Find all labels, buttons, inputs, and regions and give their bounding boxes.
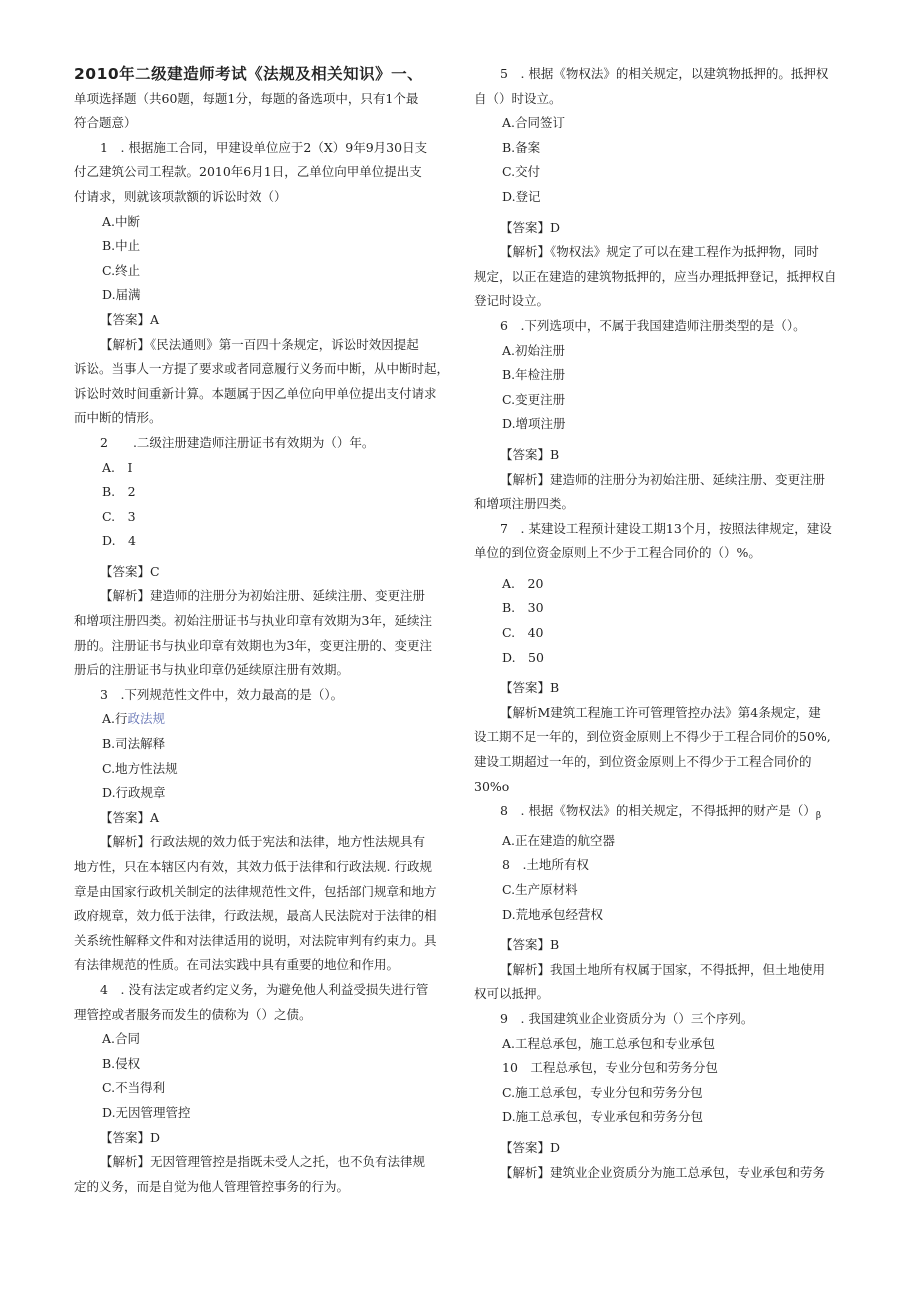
text-line: 【解析】《物权法》规定了可以在建工程作为抵押物，同时 xyxy=(500,244,819,260)
right-column xyxy=(474,62,850,1185)
text-line: 符合题意） xyxy=(74,115,137,131)
text-line: 30%o xyxy=(474,778,510,794)
text-line: A.合同 xyxy=(102,1031,141,1047)
text-line: 定的义务，而是自觉为他人管理管控事务的行为。 xyxy=(74,1178,350,1194)
text-line: 5 . 根据《物权法》的相关规定，以建筑物抵押的。抵押权 xyxy=(500,66,829,81)
text-line: 建设工期超过一年的，到位资金原则上不得少于工程合同价的 xyxy=(474,754,812,770)
text-line: 而中断的情形。 xyxy=(74,410,162,426)
text-line: C.终止 xyxy=(102,262,141,278)
text-line: C.施工总承包，专业分包和劳务分包 xyxy=(502,1084,703,1100)
stray-glyph: β xyxy=(815,811,822,822)
text-line: 【答案】C xyxy=(100,563,160,579)
text-line: 自（）时设立。 xyxy=(474,90,562,106)
text-line: 规定，以正在建造的建筑物抵押的，应当办理抵押登记，抵押权自 xyxy=(474,268,837,284)
text-line: 单项选择题（共60题，每题1分，每题的备选项中，只有1个最 xyxy=(74,90,419,106)
text-line: 10 工程总承包，专业分包和劳务分包 xyxy=(502,1060,718,1076)
text-line: 和增项注册四类。 xyxy=(474,496,575,512)
text-line: 7 . 某建设工程预计建设工期13个月，按照法律规定，建设 xyxy=(500,520,832,536)
text-line: 和增项注册四类。初始注册证书与执业印章有效期为3年，延续注 xyxy=(74,613,432,629)
text-line: 有法律规范的性质。在司法实践中具有重要的地位和作用。 xyxy=(74,957,400,973)
text-line: C.交付 xyxy=(502,164,541,180)
text-line: A. 20 xyxy=(502,575,544,591)
text-line: 单位的到位资金原则上不少于工程合同价的（）%。 xyxy=(474,545,761,561)
text-line: D.施工总承包，专业承包和劳务分包 xyxy=(502,1109,704,1125)
text-line: 权可以抵押。 xyxy=(474,986,550,1002)
text-line: 【答案】A xyxy=(100,311,160,327)
text-line: 【解析】建筑业企业资质分为施工总承包，专业承包和劳务 xyxy=(500,1164,826,1180)
text-line: 关系统性解释文件和对法律适用的说明，对法院审判有约束力。具 xyxy=(74,932,437,948)
text-line: 册的。注册证书与执业印章有效期也为3年，变更注册的、变更注 xyxy=(74,637,432,653)
text-line: 政府规章，效力低于法律，行政法规，最高人民法院对于法律的相 xyxy=(74,908,437,924)
text-line: 1 . 根据施工合同，甲建设单位应于2（X）9年9月30日支 xyxy=(100,139,428,155)
text-line: 地方性，只在本辖区内有效，其效力低于法律和行政法规. 行政规 xyxy=(74,859,432,874)
text-line: D.行政规章 xyxy=(102,785,166,801)
text-line: 理管控或者服务而发生的债称为（）之债。 xyxy=(74,1006,312,1022)
text-line: A.合同签订 xyxy=(502,115,566,131)
text-line: 【答案】D xyxy=(100,1129,161,1145)
text-line: 8 .土地所有权 xyxy=(502,857,589,873)
text-line: D. 4 xyxy=(102,533,137,549)
text-line: 设工期不足一年的，到位资金原则上不得少于工程合同价的50%, xyxy=(474,729,831,745)
text-line: B.司法解释 xyxy=(102,736,166,752)
text-line: A. I xyxy=(102,459,133,475)
text-line: B.备案 xyxy=(502,139,541,155)
text-line: D. 50 xyxy=(502,649,544,665)
text-line: 【解析M建筑工程施工许可管理管控办法》第4条规定，建 xyxy=(500,704,821,720)
text-line: 【解析】建造师的注册分为初始注册、延续注册、变更注册 xyxy=(100,588,426,604)
text-line: B.年检注册 xyxy=(502,367,566,383)
text-line: C.变更注册 xyxy=(502,391,566,407)
text-line: C.地方性法规 xyxy=(102,760,178,776)
text-line: 册后的注册证书与执业印章仍延续原注册有效期。 xyxy=(74,662,350,678)
text-line: A.正在建造的航空器 xyxy=(502,832,616,848)
link-text: 政法规 xyxy=(127,711,166,727)
text-line: A.中断 xyxy=(102,213,141,229)
text-line: D.无因管理管控 xyxy=(102,1104,191,1120)
text-line: 付乙建筑公司工程款。2010年6月1日，乙单位向甲单位提出支 xyxy=(74,164,422,180)
text-line: D.增项注册 xyxy=(502,416,566,432)
text-line: A.行政法规 xyxy=(102,711,166,727)
text-line: D.届满 xyxy=(102,287,141,303)
text-line: 【解析】《民法通则》第一百四十条规定，诉讼时效因提起 xyxy=(100,336,419,352)
text-line: 【答案】D xyxy=(500,1139,561,1155)
text-line: 【答案】B xyxy=(500,446,560,462)
text-line: 【解析】建造师的注册分为初始注册、延续注册、变更注册 xyxy=(500,471,826,487)
text-line: 2010年二级建造师考试《法规及相关知识》一、 xyxy=(74,65,424,83)
text-line: B.侵权 xyxy=(102,1055,141,1071)
text-line: B.中止 xyxy=(102,238,141,254)
text-line: 【解析】我国土地所有权属于国家，不得抵押，但土地使用 xyxy=(500,961,826,977)
text-line: C. 3 xyxy=(102,508,136,524)
text-line: A.工程总承包，施工总承包和专业承包 xyxy=(502,1035,716,1051)
text-line: 诉讼。当事人一方提了要求或者同意履行义务而中断，从中断时起， xyxy=(74,361,450,377)
text-line: 诉讼时效时间重新计算。本题属于因乙单位向甲单位提出支付请求 xyxy=(74,385,437,401)
text-line: D.登记 xyxy=(502,188,541,204)
text-line: B. 30 xyxy=(502,600,544,616)
left-column xyxy=(74,62,456,1199)
text-line: 4 . 没有法定或者约定义务，为避免他人利益受损失进行管 xyxy=(100,981,429,997)
text-line: C. 40 xyxy=(502,625,544,641)
text-line: 付请求，则就该项款额的诉讼时效（） xyxy=(74,188,287,204)
text-line: 【答案】A xyxy=(100,809,160,825)
text-line: C.生产原材料 xyxy=(502,882,578,897)
text-line: 登记时设立。 xyxy=(474,293,550,309)
text-line: D.荒地承包经营权 xyxy=(502,906,604,922)
text-line: 章是由国家行政机关制定的法律规范性文件，包括部门规章和地方 xyxy=(74,883,437,899)
text-line: 【答案】B xyxy=(500,680,560,696)
text-line: 3 .下列规范性文件中，效力最高的是（）。 xyxy=(100,686,344,702)
text-line: 【解析】无因管理管控是指既未受人之托，也不负有法律规 xyxy=(100,1154,426,1170)
text-line: C.不当得利 xyxy=(102,1080,166,1096)
text-line: 8 . 根据《物权法》的相关规定，不得抵押的财产是$()_\beta$ xyxy=(500,803,822,822)
text-line: 【解析】行政法规的效力低于宪法和法律，地方性法规具有 xyxy=(100,834,426,850)
text-line: B. 2 xyxy=(102,484,136,500)
text-line: 6 .下列选项中，不属于我国建造师注册类型的是（）。 xyxy=(500,317,806,333)
text-line: 9 . 我国建筑业企业资质分为（）三个序列。 xyxy=(500,1010,754,1026)
text-line: 2 .二级注册建造师注册证书有效期为（）年。 xyxy=(100,434,375,450)
text-line: A.初始注册 xyxy=(502,342,566,358)
text-line: 【答案】D xyxy=(500,219,561,235)
text-line: 【答案】B xyxy=(500,937,560,953)
